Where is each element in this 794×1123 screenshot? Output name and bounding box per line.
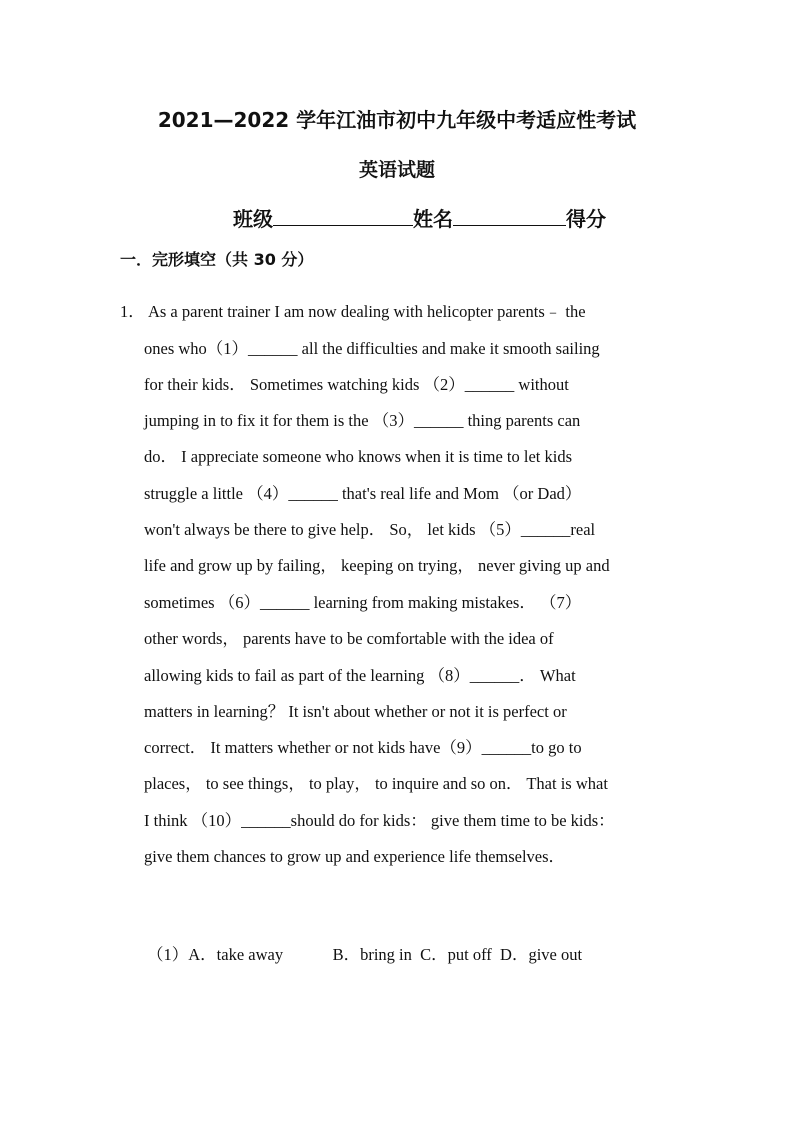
score-label: 得分 [566,207,606,231]
question-1-options [147,941,582,965]
section-heading: 一．完形填空（共 30 分） [120,250,314,269]
name-blank[interactable] [453,205,566,226]
passage-line: give them chances to grow up and experience life themselves． [144,847,566,866]
passage-line: I think （10）______should do for kids： give them time to be kids： [144,811,615,830]
question-number: （1） [147,945,189,964]
passage-line: matters in learning？ It isn't about whether or not it is perfect or [144,702,567,721]
passage-line: correct． It matters whether or not kids have（9）______to go to [144,738,582,757]
class-blank[interactable] [273,205,413,226]
option-d[interactable]: D．give out [500,945,583,964]
passage-line: life and grow up by failing， keeping on trying， never giving up and [144,556,610,575]
passage-line: allowing kids to fail as part of the learning （8）______． What [144,666,576,685]
name-label: 姓名 [413,207,453,231]
exam-subtitle: 英语试题 [358,159,435,181]
passage-line: struggle a little （4）______ that's real life and Mom （or Dad） [144,484,582,503]
passage-line: 1． As a parent trainer I am now dealing with helicopter parents﹣ the [120,302,586,321]
passage-line: won't always be there to give help． So， let kids （5）______real [144,520,596,539]
passage-line: places， to see things， to play， to inquire and so on． That is what [144,774,608,793]
passage-line: ones who（1）______ all the difficulties and make it smooth sailing [144,339,600,358]
passage-line: sometimes （6）______ learning from making mistakes． （7） [144,593,582,612]
passage-line: for their kids． Sometimes watching kids （2）______ without [144,375,569,394]
passage-line: do． I appreciate someone who knows when it is time to let kids [144,447,573,466]
option-b[interactable]: B．bring in [332,945,412,964]
exam-title: 2021—2022 学年江油市初中九年级中考适应性考试 [157,108,637,132]
class-label: 班级 [233,207,273,231]
option-a[interactable]: A．take away [188,945,284,964]
passage-line: other words， parents have to be comfortable with the idea of [144,629,554,648]
passage-line: jumping in to fix it for them is the （3）______ thing parents can [144,411,581,430]
option-c[interactable]: C．put off [420,945,492,964]
student-info-fields [233,203,606,232]
